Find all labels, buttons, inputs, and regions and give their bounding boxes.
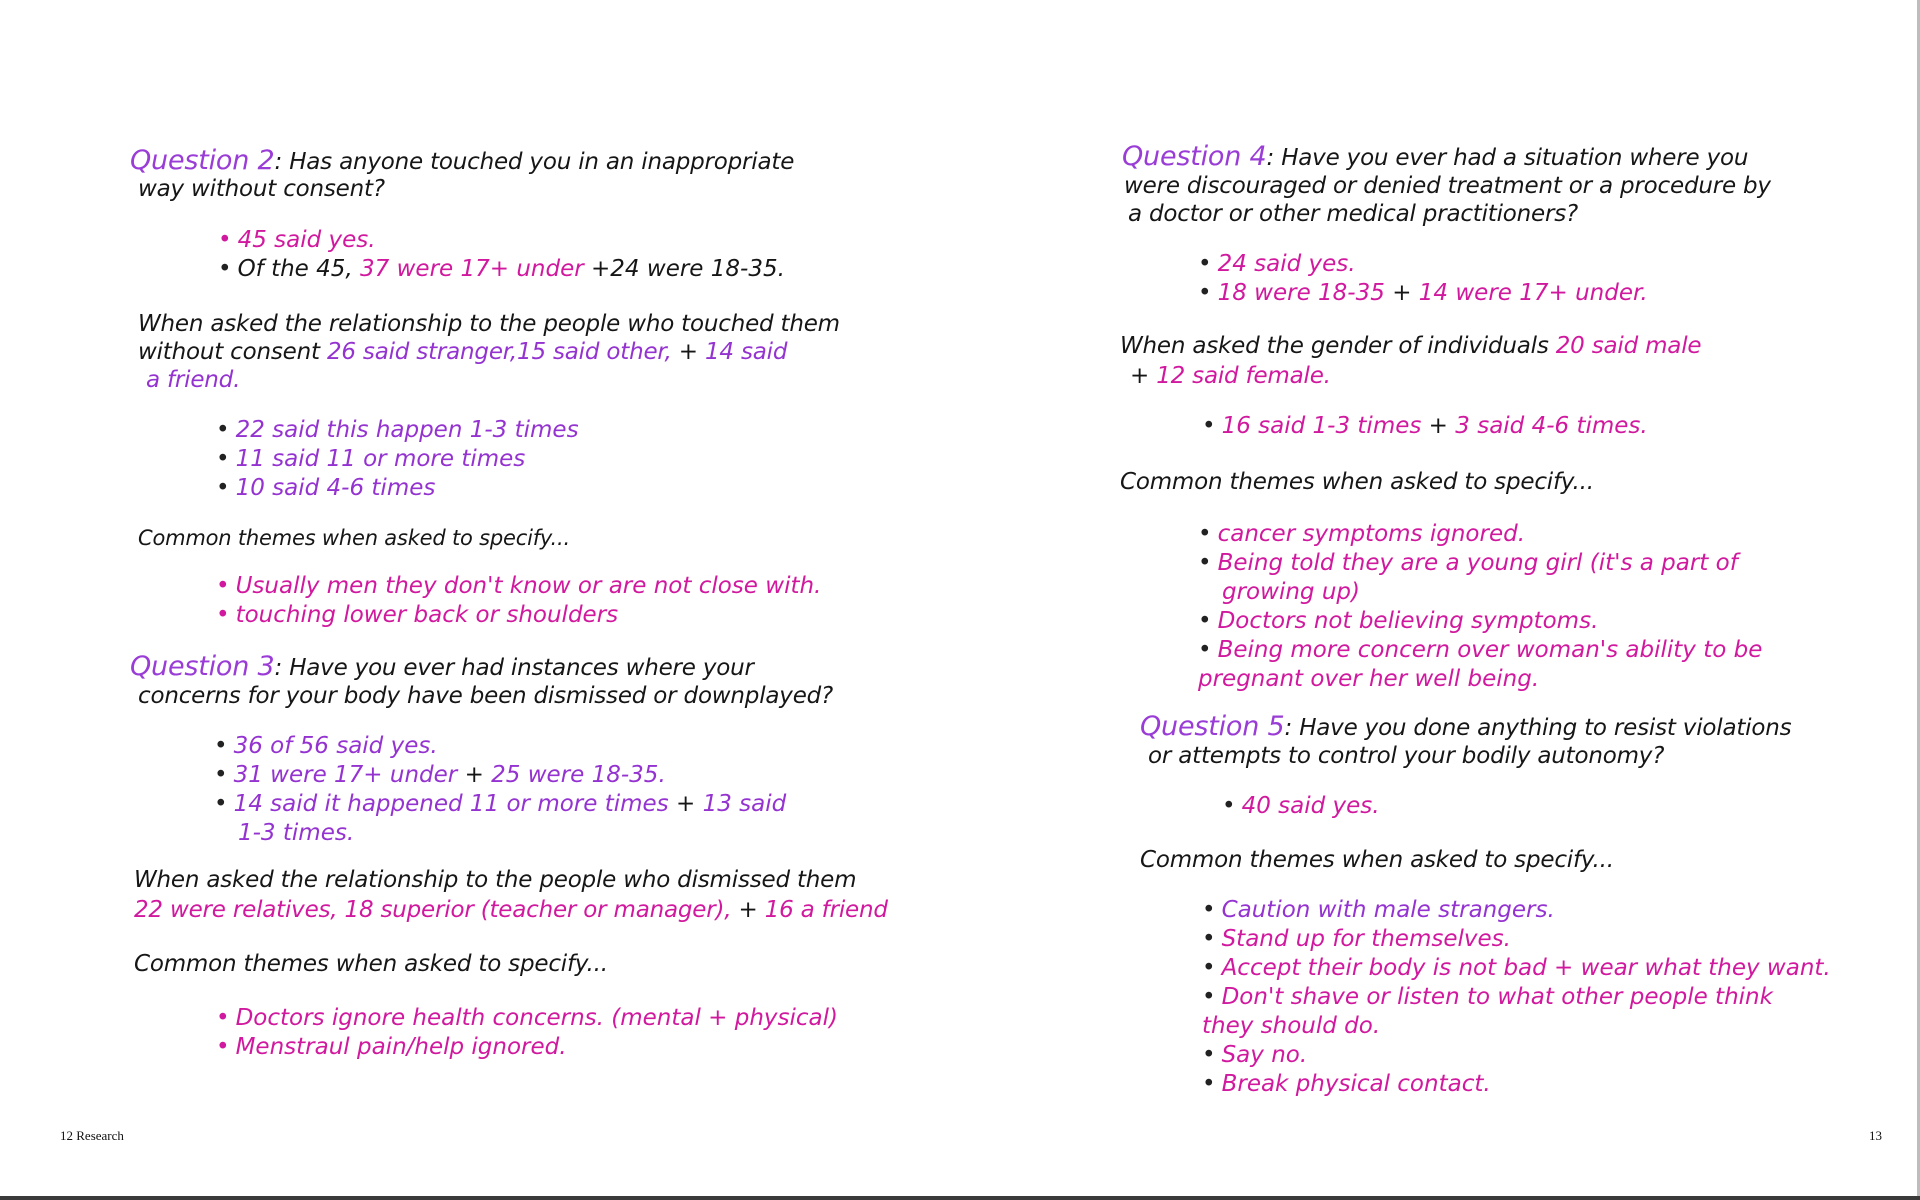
- q4-text-line3: a doctor or other medical practitioners?: [1128, 201, 1579, 227]
- list-item: • Menstraul pain/help ignored.: [216, 1034, 567, 1060]
- q5-text-line1: : Have you done anything to resist violations: [1284, 715, 1792, 741]
- page-number-left: 12 Research: [60, 1128, 124, 1143]
- q2-frequency-list: [216, 416, 579, 503]
- q4-gender-line1: When asked the gender of individuals 20 said male: [1120, 333, 1702, 359]
- q3-themes-label: Common themes when asked to specify...: [134, 951, 608, 977]
- list-item: • cancer symptoms ignored.: [1198, 521, 1526, 547]
- list-item: • Being told they are a young girl (it's a part of: [1198, 550, 1738, 576]
- q5-title: [1140, 712, 1791, 743]
- list-item: • 11 said 11 or more times: [216, 446, 526, 472]
- list-item: • Caution with male strangers.: [1202, 897, 1555, 923]
- right-page: [960, 0, 1920, 1196]
- q5-themes-label: Common themes when asked to specify...: [1140, 847, 1614, 873]
- q2-text-line2: way without consent?: [138, 176, 385, 202]
- list-item: • 22 said this happen 1-3 times: [216, 417, 579, 443]
- list-item: • 16 said 1-3 times + 3 said 4-6 times.: [1202, 413, 1648, 439]
- list-item: • Stand up for themselves.: [1202, 926, 1511, 952]
- q3-text-line1: : Have you ever had instances where your: [274, 655, 754, 681]
- q2-themes-list: [216, 572, 821, 630]
- q5-label: Question 5: [1140, 711, 1285, 742]
- q3-stat-ages: • 31 were 17+ under + 25 were 18-35.: [214, 762, 666, 788]
- list-item: • Accept their body is not bad + wear what they want.: [1202, 955, 1831, 981]
- q5-stats: [1222, 792, 1380, 821]
- q3-title: [130, 652, 754, 683]
- q3-stat-frequency: • 14 said it happened 11 or more times + 13 said: [214, 791, 787, 817]
- q5-themes-list: [1202, 896, 1831, 1099]
- q4-stat-ages: • 18 were 18-35 + 14 were 17+ under.: [1198, 280, 1648, 306]
- q5-stat-yes: • 40 said yes.: [1222, 793, 1380, 819]
- q2-relationship-line3: a friend.: [146, 367, 241, 393]
- page-number-right: 13: [1869, 1128, 1882, 1143]
- q4-title: [1122, 142, 1748, 173]
- q3-themes-list: [216, 1004, 838, 1062]
- q4-text-line1: : Have you ever had a situation where you: [1266, 145, 1749, 171]
- q2-stat-yes: • 45 said yes.: [218, 227, 376, 253]
- q3-text-line2: concerns for your body have been dismissed or downplayed?: [138, 683, 834, 709]
- list-item: • 10 said 4-6 times: [216, 475, 436, 501]
- q4-themes-label: Common themes when asked to specify...: [1120, 469, 1594, 495]
- left-page: [0, 0, 960, 1196]
- q2-text-line1: : Has anyone touched you in an inappropriate: [274, 149, 795, 175]
- list-item: • Being more concern over woman's ability to be: [1198, 637, 1763, 663]
- q3-stat-yes: • 36 of 56 said yes.: [214, 733, 438, 759]
- q4-text-line2: were discouraged or denied treatment or a procedure by: [1124, 173, 1771, 199]
- q4-gender-line2: + 12 said female.: [1130, 363, 1331, 389]
- q2-stats: [218, 226, 785, 284]
- q4-themes-list: [1198, 520, 1762, 694]
- q3-relationship-line1: When asked the relationship to the people who dismissed them: [134, 867, 857, 893]
- q4-frequency: [1202, 412, 1648, 441]
- q3-stats: [214, 732, 786, 848]
- list-item: growing up): [1222, 579, 1360, 605]
- q3-relationship-line2: 22 were relatives, 18 superior (teacher or manager), + 16 a friend: [134, 897, 888, 923]
- q2-stat-ages: • Of the 45, 37 were 17+ under +24 were 18-35.: [218, 256, 785, 282]
- list-item: • Usually men they don't know or are not close with.: [216, 573, 822, 599]
- q3-label: Question 3: [130, 651, 275, 682]
- q2-relationship-line1: When asked the relationship to the people who touched them: [138, 311, 840, 337]
- q2-label: Question 2: [130, 145, 275, 176]
- list-item: pregnant over her well being.: [1198, 666, 1540, 692]
- q4-stats: [1198, 250, 1648, 308]
- q4-label: Question 4: [1122, 141, 1267, 172]
- q5-text-line2: or attempts to control your bodily autonomy?: [1148, 743, 1665, 769]
- list-item: • Say no.: [1202, 1042, 1308, 1068]
- q4-stat-yes: • 24 said yes.: [1198, 251, 1356, 277]
- q3-stat-frequency-cont: 1-3 times.: [238, 820, 355, 846]
- q2-relationship-line2: without consent 26 said stranger,15 said other, + 14 said: [138, 339, 788, 365]
- list-item: • Break physical contact.: [1202, 1071, 1491, 1097]
- list-item: they should do.: [1202, 1013, 1381, 1039]
- list-item: • Doctors ignore health concerns. (mental + physical): [216, 1005, 839, 1031]
- q2-themes-label: Common themes when asked to specify...: [138, 526, 570, 550]
- list-item: • Don't shave or listen to what other people think: [1202, 984, 1773, 1010]
- bottom-border: [0, 1196, 1920, 1200]
- list-item: • Doctors not believing symptoms.: [1198, 608, 1599, 634]
- q2-title: [130, 146, 794, 177]
- list-item: • touching lower back or shoulders: [216, 602, 619, 628]
